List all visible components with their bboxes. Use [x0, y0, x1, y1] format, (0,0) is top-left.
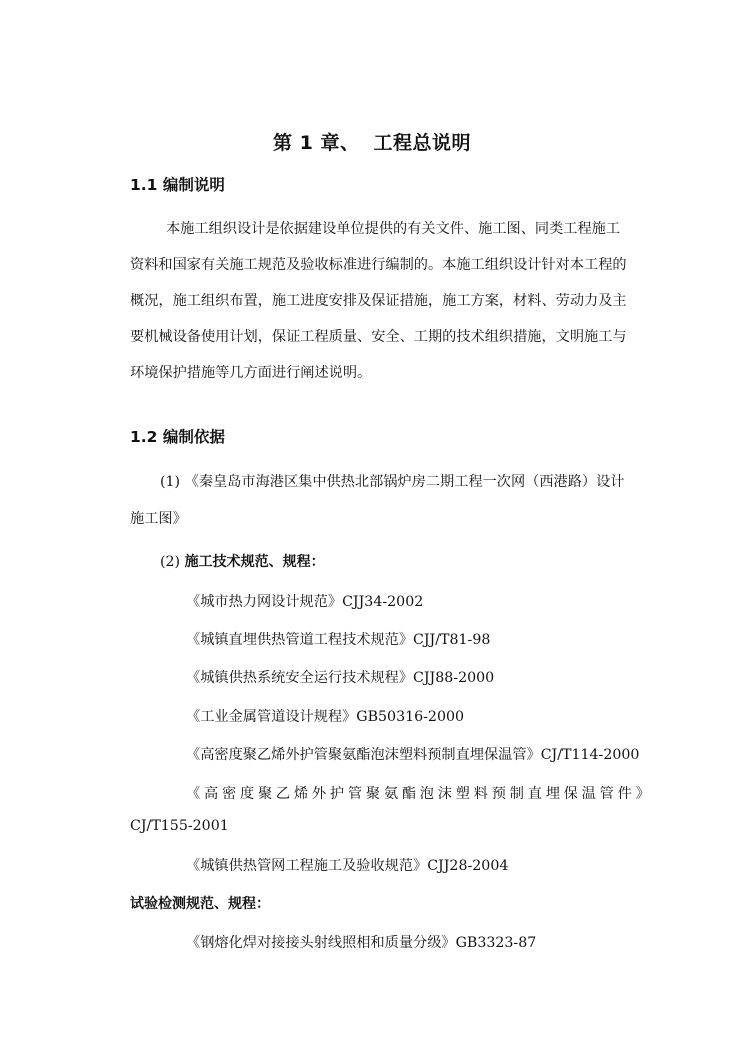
spread-char: 烯: [293, 786, 309, 802]
spread-char: 乙: [275, 786, 291, 802]
spread-char: 密: [221, 786, 237, 802]
spread-char: 塑: [455, 786, 470, 802]
item-2-number: (2): [160, 554, 181, 570]
section-1-1-paragraph: [130, 211, 650, 391]
reference-item: 《钢熔化焊对接接头射线照相和质量分级》GB3323-87: [186, 935, 537, 951]
reference-item: 《城镇供热管网工程施工及验收规范》CJJ28-2004: [186, 858, 509, 874]
spread-char: 沫: [437, 786, 452, 802]
paragraph-line: 概况，施工组织布置，施工进度安排及保证措施，施工方案，材料、劳动力及主: [130, 293, 627, 309]
item-2: [160, 551, 325, 571]
reference-item: 《工业金属管道设计规程》GB50316-2000: [186, 709, 465, 725]
reference-item: 《城镇直埋供热管道工程技术规范》CJJ/T81-98: [186, 632, 491, 648]
item-1-text: 《秦皇岛市海港区集中供热北部锅炉房二期工程一次网（西港路）设计: [184, 474, 625, 490]
paragraph-line: 资料和国家有关施工规范及验收标准进行编制的。本施工组织设计针对本工程的: [130, 257, 627, 273]
spread-char: 温: [581, 786, 596, 802]
spread-char: 聚: [257, 786, 273, 802]
spread-char: 护: [329, 786, 345, 802]
spread-char: 外: [311, 786, 327, 802]
spread-char: 泡: [419, 786, 434, 802]
chapter-title: [0, 128, 744, 155]
spread-char: 管: [599, 786, 614, 802]
item-1-number: (1): [160, 474, 181, 490]
paragraph-line: 要机械设备使用计划，保证工程质量、安全、工期的技术组织措施，文明施工与: [130, 329, 627, 345]
test-standards-label: 试验检测规范、规程：: [130, 896, 270, 912]
reference-item-6-code: CJ/T155-2001: [130, 818, 229, 834]
paragraph-line: 本施工组织设计是依据建设单位提供的有关文件、施工图、同类工程施工: [166, 221, 621, 237]
spread-char: 度: [239, 786, 255, 802]
reference-item: 《城镇供热系统安全运行技术规程》CJJ88-2000: [186, 670, 495, 686]
reference-item: 《高密度聚乙烯外护管聚氨酯泡沫塑料预制直埋保温管》CJ/T114-2000: [186, 747, 640, 763]
spread-char: 《: [186, 786, 201, 802]
spread-char: 预: [491, 786, 506, 802]
spread-char: 高: [203, 786, 219, 802]
item-2-label: 施工技术规范、规程：: [184, 554, 325, 570]
spread-char: 氨: [383, 786, 399, 802]
spread-char: 酯: [401, 786, 417, 802]
chapter-name: 工程总说明: [373, 132, 471, 154]
item-1-continuation: 施工图》: [130, 511, 187, 527]
spread-char: 料: [473, 786, 488, 802]
section-heading-1-1: 1.1 编制说明: [130, 176, 225, 194]
reference-item-6: [186, 783, 650, 803]
spread-char: 》: [635, 786, 650, 802]
paragraph-line: 环境保护措施等几方面进行阐述说明。: [130, 365, 372, 381]
spread-char: 管: [347, 786, 363, 802]
spread-char: 件: [617, 786, 632, 802]
reference-item: 《城市热力网设计规范》CJJ34-2002: [186, 594, 424, 610]
spread-char: 聚: [365, 786, 381, 802]
spread-char: 保: [563, 786, 578, 802]
item-1: [160, 471, 624, 491]
spread-char: 直: [527, 786, 542, 802]
spread-char: 制: [509, 786, 524, 802]
chapter-number: 第 1 章、: [273, 132, 360, 154]
section-heading-1-2: 1.2 编制依据: [130, 428, 225, 446]
spread-char: 埋: [545, 786, 560, 802]
